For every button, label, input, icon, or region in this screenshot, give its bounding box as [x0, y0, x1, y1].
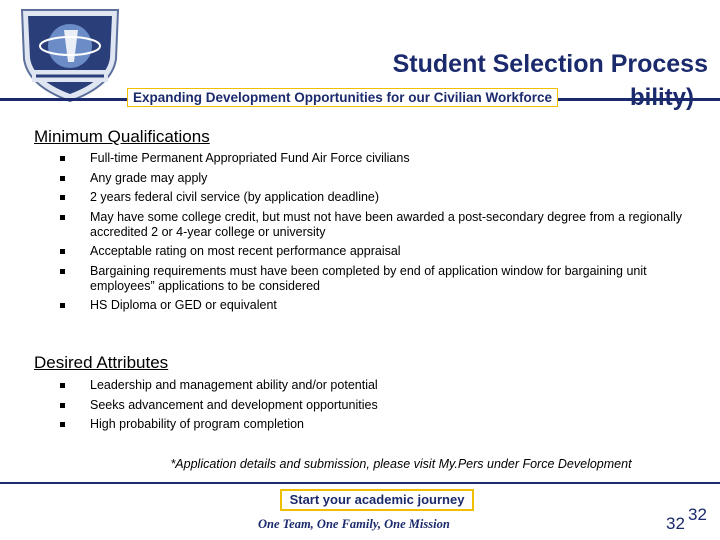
square-bullet-icon — [60, 422, 65, 427]
title-overflow-text: bility) — [630, 84, 694, 111]
list-item: Seeks advancement and development opportunities — [60, 398, 700, 413]
desired-attributes-heading: Desired Attributes — [34, 353, 169, 372]
footer-motto: One Team, One Family, One Mission — [258, 517, 450, 531]
square-bullet-icon — [60, 215, 65, 220]
square-bullet-icon — [60, 176, 65, 181]
desired-attributes-list — [60, 378, 700, 437]
list-item: 2 years federal civil service (by application deadline) — [60, 190, 700, 205]
square-bullet-icon — [60, 403, 65, 408]
minimum-qualifications-list — [60, 151, 700, 318]
list-item: May have some college credit, but must not have been awarded a post-secondary degree from a regionally accredited 2 or 4-year college or university — [60, 210, 700, 240]
page-number: 32 — [666, 514, 685, 533]
list-item: Bargaining requirements must have been completed by end of application window for bargaining unit employees” applications to be considered — [60, 264, 700, 294]
square-bullet-icon — [60, 383, 65, 388]
square-bullet-icon — [60, 195, 65, 200]
start-journey-button[interactable]: Start your academic journey — [280, 489, 474, 511]
page-number-shadow: 32 — [688, 505, 707, 524]
afpc-logo-icon — [12, 4, 128, 104]
application-note: *Application details and submission, please visit My.Pers under Force Development — [170, 457, 632, 471]
page-title: Student Selection Process — [392, 50, 708, 78]
list-item: High probability of program completion — [60, 417, 700, 432]
list-item: Any grade may apply — [60, 171, 700, 186]
list-item: Leadership and management ability and/or potential — [60, 378, 700, 393]
list-item: HS Diploma or GED or equivalent — [60, 298, 700, 313]
minimum-qualifications-heading: Minimum Qualifications — [34, 127, 210, 146]
list-item: Full-time Permanent Appropriated Fund Air Force civilians — [60, 151, 700, 166]
header-banner: Expanding Development Opportunities for our Civilian Workforce — [127, 88, 558, 107]
list-item: Acceptable rating on most recent performance appraisal — [60, 244, 700, 259]
square-bullet-icon — [60, 303, 65, 308]
square-bullet-icon — [60, 269, 65, 274]
footer-divider — [0, 482, 720, 484]
square-bullet-icon — [60, 249, 65, 254]
square-bullet-icon — [60, 156, 65, 161]
